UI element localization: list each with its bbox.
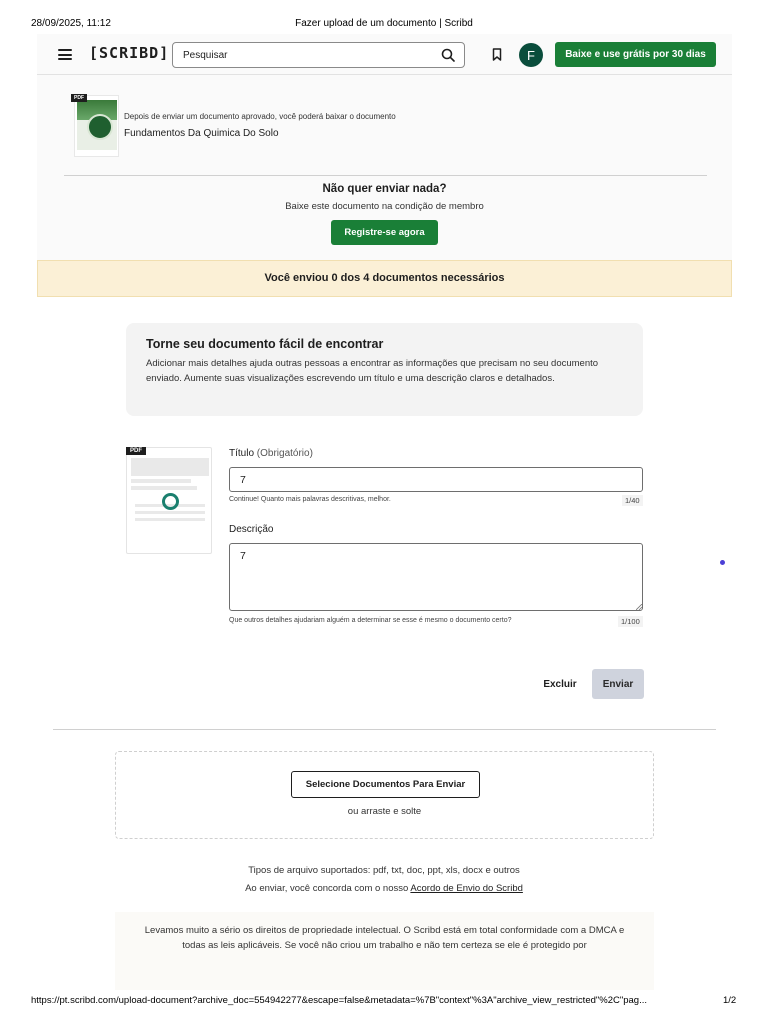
placeholder-line <box>135 511 205 514</box>
placeholder-line <box>131 458 209 476</box>
free-trial-button[interactable]: Baixe e use grátis por 30 dias <box>555 42 716 67</box>
supported-file-types: Tipos de arquivo suportados: pdf, txt, doc, ppt, xls, docx e outros <box>248 865 520 876</box>
loading-spinner-icon <box>162 493 179 510</box>
pdf-badge: PDF <box>126 447 146 455</box>
placeholder-line <box>131 486 197 490</box>
pdf-badge: PDF <box>71 94 87 102</box>
divider <box>53 729 716 730</box>
download-note: Depois de enviar um documento aprovado, você poderá baixar o documento <box>124 112 396 121</box>
print-page-number: 1/2 <box>723 995 737 1006</box>
title-char-counter: 1/40 <box>622 495 643 506</box>
findability-info-box <box>126 323 643 416</box>
send-button[interactable]: Enviar <box>592 669 644 699</box>
bookmark-icon[interactable] <box>492 48 502 61</box>
cursor-dot <box>720 560 725 565</box>
print-url: https://pt.scribd.com/upload-document?archive_doc=554942277&escape=false&metadata=%7B"context"%3A"archive_view_restricted"%2C"pag... <box>31 995 647 1006</box>
title-hint: Continue! Quanto mais palavras descritivas, melhor. <box>229 496 391 503</box>
print-page-title: Fazer upload de um documento | Scribd <box>295 18 473 29</box>
divider <box>64 175 707 176</box>
search-input[interactable] <box>173 43 433 67</box>
description-label: Descrição <box>229 524 274 535</box>
description-hint: Que outros detalhes ajudariam alguém a determinar se esse é mesmo o documento certo? <box>229 617 512 624</box>
description-textarea[interactable] <box>229 543 643 611</box>
hamburger-menu-icon[interactable] <box>58 49 72 60</box>
placeholder-line <box>131 479 191 483</box>
intellectual-property-notice: Levamos muito a sério os direitos de propriedade intelectual. O Scribd está em total conformidade com a DMCA e todas as leis aplicáveis. Se você não criou um trabalho e não tem certeza se ele é protegido por <box>115 912 654 990</box>
upload-progress-banner: Você enviou 0 dos 4 documentos necessários <box>37 260 732 297</box>
print-footer <box>0 995 768 1009</box>
title-label-text: Título <box>229 448 255 459</box>
description-char-counter: 1/100 <box>618 616 643 627</box>
user-avatar[interactable]: F <box>519 43 543 67</box>
info-title: Torne seu documento fácil de encontrar <box>146 337 384 351</box>
upload-agreement-link[interactable]: Acordo de Envio do Scribd <box>410 883 523 894</box>
document-download-panel <box>37 75 732 260</box>
delete-button[interactable]: Excluir <box>535 669 585 699</box>
search-icon[interactable] <box>441 48 455 62</box>
print-datetime: 28/09/2025, 11:12 <box>31 18 111 29</box>
title-input[interactable] <box>229 467 643 492</box>
document-cover-image <box>77 100 117 150</box>
scribd-logo[interactable]: [SCRIBD] <box>89 44 170 62</box>
drag-drop-text: ou arraste e solte <box>347 806 422 817</box>
uploaded-file-preview <box>126 447 212 554</box>
document-thumbnail[interactable] <box>74 95 119 157</box>
info-text: Adicionar mais detalhes ajuda outras pessoas a encontrar as informações que precisam no seu documento enviado. Aumente suas visualizações escrevendo um título e uma descrição claros e detalhados. <box>146 358 599 384</box>
top-navbar <box>37 34 732 75</box>
required-marker: (Obrigatório) <box>256 448 313 459</box>
resize-handle-icon[interactable] <box>636 604 642 610</box>
search-box <box>172 42 465 68</box>
register-button[interactable]: Registre-se agora <box>331 220 438 245</box>
agreement-prefix: Ao enviar, você concorda com o nosso <box>245 883 409 894</box>
select-documents-button[interactable]: Selecione Documentos Para Enviar <box>291 771 480 798</box>
title-label <box>229 448 313 459</box>
document-name[interactable]: Fundamentos Da Quimica Do Solo <box>124 128 279 139</box>
no-upload-subtitle: Baixe este documento na condição de membro <box>285 201 484 212</box>
print-header <box>0 0 768 34</box>
upload-agreement <box>0 883 768 894</box>
file-dropzone[interactable] <box>115 751 654 839</box>
no-upload-title: Não quer enviar nada? <box>322 183 447 195</box>
placeholder-line <box>135 518 205 521</box>
